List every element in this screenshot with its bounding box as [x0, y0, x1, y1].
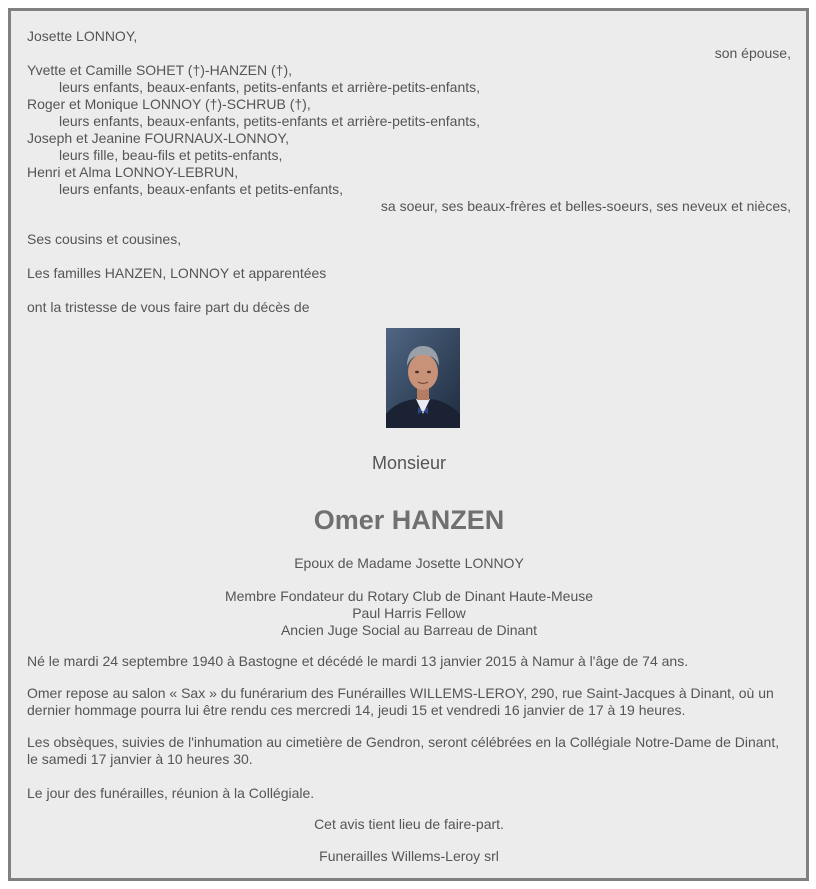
announcement-line: ont la tristesse de vous faire part du décès de: [27, 299, 310, 315]
funeral-paragraph: Les obsèques, suivies de l'inhumation au cimetière de Gendron, seront célébrées en la Collégiale Notre-Dame de Dinant, le samedi 17 janvier à 10 heures 30.: [27, 734, 780, 767]
families-line: Les familles HANZEN, LONNOY et apparentées: [27, 265, 327, 281]
sibling-descendants: leurs enfants, beaux-enfants, petits-enfants et arrière-petits-enfants,: [59, 79, 481, 95]
sibling-name: Henri et Alma LONNOY-LEBRUN,: [27, 164, 239, 180]
deceased-title: Monsieur: [371, 453, 447, 473]
siblings-role: sa soeur, ses beaux-frères et belles-soeurs, ses neveux et nièces,: [380, 198, 791, 214]
sibling-descendants: leurs fille, beau-fils et petits-enfants,: [59, 147, 283, 163]
sibling-name: Yvette et Camille SOHET (†)-HANZEN (†),: [27, 62, 293, 78]
meeting-line: Le jour des funérailles, réunion à la Collégiale.: [27, 785, 315, 801]
deceased-role: Ancien Juge Social au Barreau de Dinant: [280, 622, 538, 638]
obituary-card: [8, 8, 809, 881]
sibling-name: Roger et Monique LONNOY (†)-SCHRUB (†),: [27, 96, 311, 112]
birth-death-line: Né le mardi 24 septembre 1940 à Bastogne et décédé le mardi 13 janvier 2015 à Namur à l'âge de 74 ans.: [27, 653, 689, 669]
sibling-descendants: leurs enfants, beaux-enfants, petits-enfants et arrière-petits-enfants,: [59, 113, 481, 129]
deceased-portrait: [386, 328, 460, 428]
spouse-role: son épouse,: [714, 45, 791, 61]
deceased-role: Membre Fondateur du Rotary Club de Dinant Haute-Meuse: [224, 588, 594, 604]
visitation-paragraph: Omer repose au salon « Sax » du funérarium des Funérailles WILLEMS-LEROY, 290, rue Saint-Jacques à Dinant, où un dernier hommage pourra lui être rendu ces mercredi 14, jeudi 15 et vendredi 16 janvier de 17 à 19 heures.: [27, 685, 774, 718]
sibling-name: Joseph et Jeanine FOURNAUX-LONNOY,: [27, 130, 289, 146]
cousins-line: Ses cousins et cousines,: [27, 231, 182, 247]
notice-line: Cet avis tient lieu de faire-part.: [314, 816, 504, 832]
undertaker-line: Funerailles Willems-Leroy srl: [319, 848, 499, 864]
sibling-descendants: leurs enfants, beaux-enfants et petits-enfants,: [59, 181, 344, 197]
deceased-role: Paul Harris Fellow: [352, 605, 466, 621]
deceased-spouse: Epoux de Madame Josette LONNOY: [294, 555, 524, 571]
spouse-name: Josette LONNOY,: [27, 28, 138, 44]
deceased-name: Omer HANZEN: [313, 505, 505, 535]
